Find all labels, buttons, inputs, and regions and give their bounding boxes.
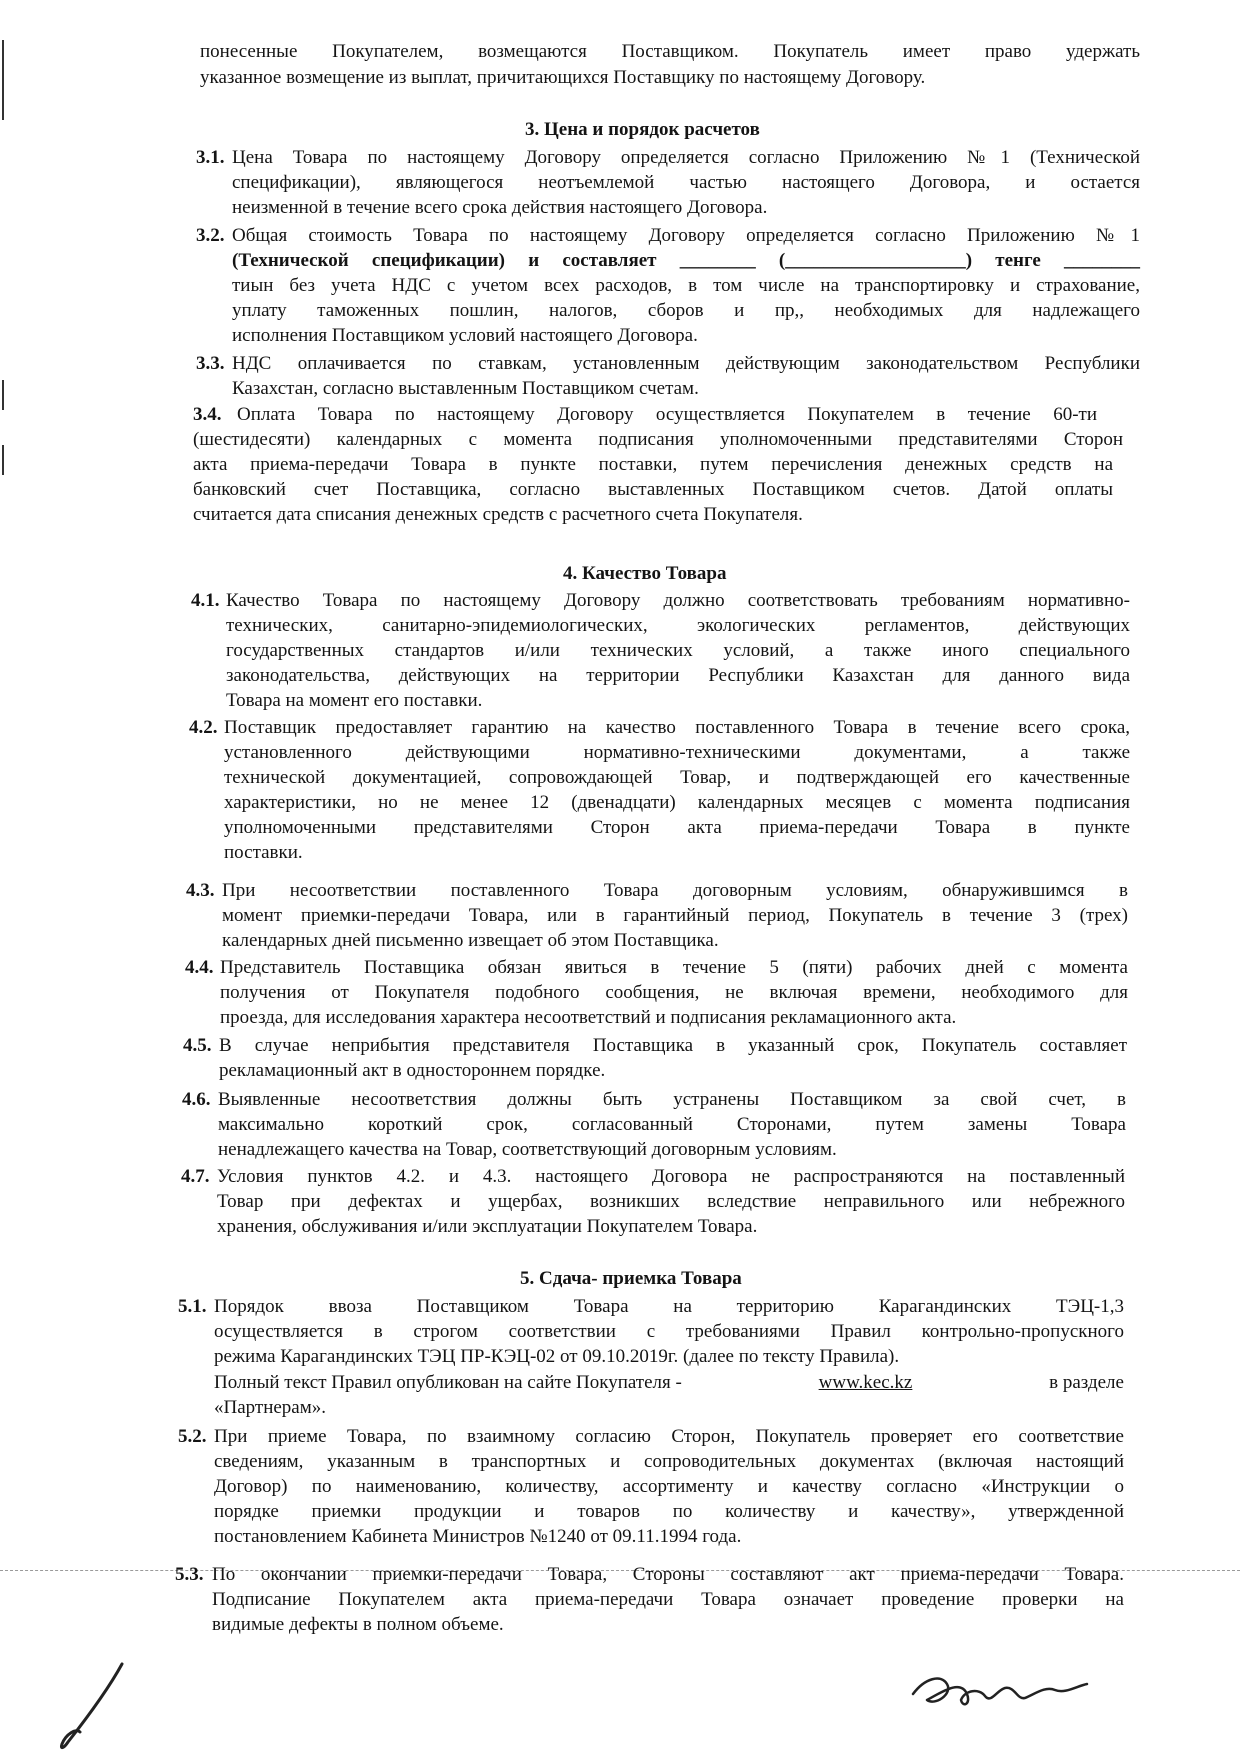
clause-5-1-line: осуществляется в строгом соответствии с требованиями Правил контрольно-пропускного — [214, 1321, 1124, 1342]
clause-5-1-line: Порядок ввоза Поставщиком Товара на территорию Карагандинских ТЭЦ-1,3 — [214, 1296, 1124, 1317]
clause-3-4-line: банковский счет Поставщика, согласно выставленных Поставщиком счетов. Датой оплаты — [193, 479, 1113, 500]
clause-3-2-line: тиын без учета НДС с учетом всех расходов, в том числе на транспортировку и страхование, — [232, 275, 1140, 296]
clause-3-2-line: уплату таможенных пошлин, налогов, сборов и пр,, необходимых для надлежащего — [232, 300, 1140, 321]
clause-4-7-line: Условия пунктов 4.2. и 4.3. настоящего Договора не распространяются на поставленный — [217, 1166, 1125, 1187]
clause-4-1-line: законодательства, действующих на территории Республики Казахстан для данного вида — [226, 665, 1130, 686]
clause-4-4-line: проезда, для исследования характера несоответствий и подписания рекламационного акта. — [220, 1007, 957, 1028]
clause-number: 4.7. — [181, 1166, 210, 1187]
published-text: в разделе — [1049, 1372, 1124, 1393]
clause-3-3-line: Казахстан, согласно выставленным Поставщиком счетам. — [232, 378, 699, 399]
clause-4-3-line: момент приемки-передачи Товара, или в гарантийный период, Покупатель в течение 3 (трех) — [222, 905, 1128, 926]
scan-margin-mark — [2, 380, 4, 410]
clause-number: 3.3. — [196, 353, 225, 374]
clause-4-6-line: максимально короткий срок, согласованный Сторонами, путем замены Товара — [218, 1114, 1126, 1135]
clause-number: 4.6. — [182, 1089, 211, 1110]
clause-number: 4.4. — [185, 957, 214, 978]
clause-4-4-line: получения от Покупателя подобного сообщения, не включая времени, необходимого для — [220, 982, 1128, 1003]
clause-3-4-line: считается дата списания денежных средств с расчетного счета Покупателя. — [193, 504, 803, 525]
section-4-heading: 4. Качество Товара — [563, 563, 727, 584]
clause-4-2-line: технической документацией, сопровождающей Товар, и подтверждающей его качественные — [224, 767, 1130, 788]
scan-margin-mark — [2, 445, 4, 475]
clause-4-1-line: Товара на момент его поставки. — [226, 690, 483, 711]
clause-5-3-line: Подписание Покупателем акта приема-передачи Товара означает проведение проверки на — [212, 1589, 1124, 1610]
clause-number: 3.1. — [196, 147, 225, 168]
clause-3-1-line: Цена Товара по настоящему Договору определяется согласно Приложению №1 (Технической — [232, 147, 1140, 168]
clause-3-3-line: НДС оплачивается по ставкам, установленным действующим законодательством Республики — [232, 353, 1140, 374]
clause-3-1-line: спецификации), являющегося неотъемлемой частью настоящего Договора, и остается — [232, 172, 1140, 193]
clause-5-1-website-line — [214, 1371, 1124, 1395]
clause-number: 3.4. — [193, 404, 222, 425]
clause-3-4-line: Оплата Товара по настоящему Договору осуществляется Покупателем в течение 60-ти — [237, 404, 1097, 425]
clause-3-2-line: Общая стоимость Товара по настоящему Договору определяется согласно Приложению №1 — [232, 225, 1140, 246]
clause-5-1-line: «Партнерам». — [214, 1397, 327, 1418]
clause-4-3-line: При несоответствии поставленного Товара договорным условиям, обнаружившимся в — [222, 880, 1128, 901]
continuation-line: понесенные Покупателем, возмещаются Поставщиком. Покупатель имеет право удержать — [200, 41, 1140, 62]
clause-4-6-line: ненадлежащего качества на Товар, соответствующий договорным условиям. — [218, 1139, 837, 1160]
clause-number: 4.1. — [191, 590, 220, 611]
clause-5-1-line: режима Карагандинских ТЭЦ ПР-КЭЦ-02 от 09.10.2019г. (далее по тексту Правила). — [214, 1346, 900, 1367]
published-text: Полный текст Правил опубликован на сайте Покупателя - — [214, 1372, 682, 1393]
clause-4-2-line: поставки. — [224, 842, 303, 863]
section-3-heading: 3. Цена и порядок расчетов — [525, 119, 760, 140]
section-5-heading: 5. Сдача- приемка Товара — [520, 1268, 742, 1289]
clause-4-4-line: Представитель Поставщика обязан явиться в течение 5 (пяти) рабочих дней с момента — [220, 957, 1128, 978]
clause-4-1-line: Качество Товара по настоящему Договору должно соответствовать требованиям нормативно- — [226, 590, 1130, 611]
clause-4-3-line: календарных дней письменно извещает об этом Поставщика. — [222, 930, 719, 951]
clause-4-2-line: Поставщик предоставляет гарантию на качество поставленного Товара в течение всего срока, — [224, 717, 1130, 738]
right-signature — [905, 1660, 1095, 1730]
clause-4-6-line: Выявленные несоответствия должны быть устранены Поставщиком за свой счет, в — [218, 1089, 1126, 1110]
clause-3-2-amount-line: (Технической спецификации) и составляет ________ (___________________) тенге ________ — [232, 250, 1140, 271]
clause-4-1-line: технических, санитарно-эпидемиологических, экологических регламентов, действующих — [226, 615, 1130, 636]
clause-4-2-line: уполномоченными представителями Сторон акта приема-передачи Товара в пункте — [224, 817, 1130, 838]
clause-5-2-line: При приеме Товара, по взаимному согласию Сторон, Покупатель проверяет его соответствие — [214, 1426, 1124, 1447]
clause-5-3-line: видимые дефекты в полном объеме. — [212, 1614, 504, 1635]
clause-4-5-line: В случае неприбытия представителя Поставщика в указанный срок, Покупатель составляет — [219, 1035, 1127, 1056]
clause-3-4-line: акта приема-передачи Товара в пункте поставки, путем перечисления денежных средств на — [193, 454, 1113, 475]
clause-5-2-line: постановлением Кабинета Министров №1240 от 09.11.1994 года. — [214, 1526, 742, 1547]
continuation-line: указанное возмещение из выплат, причитающихся Поставщику по настоящему Договору. — [200, 67, 926, 88]
clause-5-2-line: порядке приемки продукции и товаров по количеству и качеству», утвержденной — [214, 1501, 1124, 1522]
clause-number: 4.5. — [183, 1035, 212, 1056]
clause-5-2-line: сведениям, указанным в транспортных и сопроводительных документах (включая настоящий — [214, 1451, 1124, 1472]
clause-3-1-line: неизменной в течение всего срока действия настоящего Договора. — [232, 197, 768, 218]
clause-number: 3.2. — [196, 225, 225, 246]
clause-5-3-line: По окончании приемки-передачи Товара, Стороны составляют акт приема-передачи Товара. — [212, 1564, 1124, 1585]
clause-4-7-line: хранения, обслуживания и/или эксплуатации Покупателем Товара. — [217, 1216, 758, 1237]
clause-4-2-line: установленного действующими нормативно-техническими документами, а также — [224, 742, 1130, 763]
clause-4-7-line: Товар при дефектах и ущербах, возникших вследствие неправильного или небрежного — [217, 1191, 1125, 1212]
scan-margin-mark — [2, 40, 4, 120]
clause-4-1-line: государственных стандартов и/или технических условий, а также иного специального — [226, 640, 1130, 661]
clause-number: 5.1. — [178, 1296, 207, 1317]
left-initial-signature — [50, 1658, 130, 1754]
clause-4-2-line: характеристики, но не менее 12 (двенадцати) календарных месяцев с момента подписания — [224, 792, 1130, 813]
clause-3-2-line: исполнения Поставщиком условий настоящего Договора. — [232, 325, 698, 346]
website-link[interactable]: www.kec.kz — [818, 1372, 913, 1393]
clause-number: 5.3. — [175, 1564, 204, 1585]
clause-number: 4.3. — [186, 880, 215, 901]
clause-number: 5.2. — [178, 1426, 207, 1447]
clause-3-4-line: (шестидесяти) календарных с момента подписания уполномоченными представителями Сторон — [193, 429, 1123, 450]
clause-number: 4.2. — [189, 717, 218, 738]
clause-5-2-line: Договор) по наименованию, количеству, ассортименту и качеству согласно «Инструкции о — [214, 1476, 1124, 1497]
clause-4-5-line: рекламационный акт в одностороннем порядке. — [219, 1060, 606, 1081]
